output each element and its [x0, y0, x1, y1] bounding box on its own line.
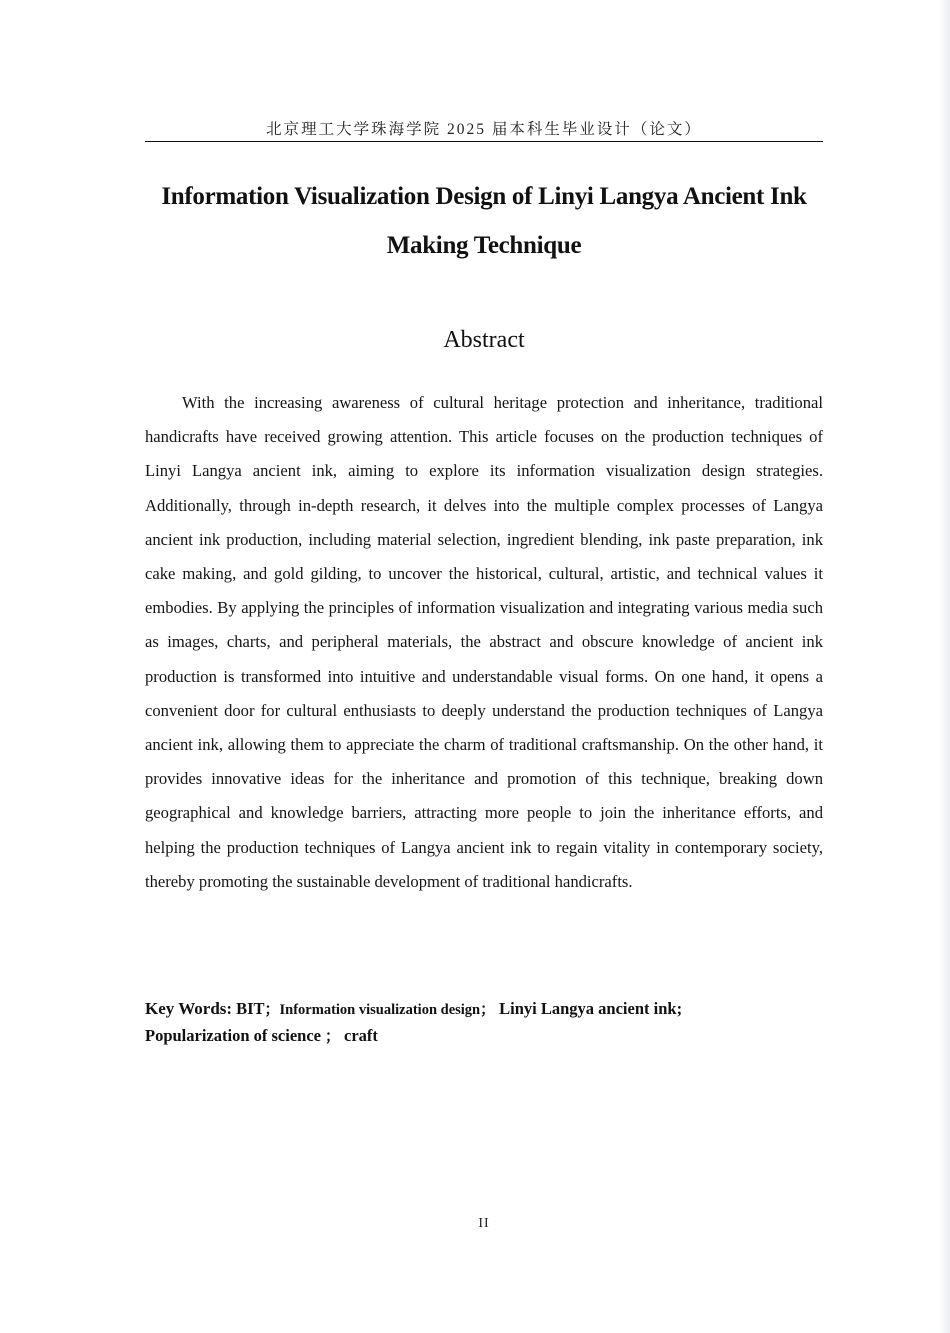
running-header: 北京理工大学珠海学院 2025 届本科生毕业设计（论文）: [266, 121, 702, 138]
keyword-item: Linyi Langya ancient ink;: [499, 999, 683, 1018]
keywords: [145, 996, 835, 1050]
keyword-separator: ；: [264, 1002, 280, 1018]
keywords-label: Key Words:: [145, 999, 233, 1018]
page-edge-shadow: [938, 0, 950, 1333]
keyword-item: Popularization of science: [145, 1026, 321, 1045]
header-rule: [145, 141, 823, 142]
abstract-heading: Abstract: [443, 327, 525, 353]
paper-title: Information Visualization Design of Linyi Langya Ancient Ink Making Technique: [161, 183, 807, 259]
keyword-separator: ；: [480, 1002, 496, 1018]
page-number: II: [478, 1216, 490, 1231]
keyword-item: craft: [344, 1026, 378, 1045]
keyword-item: BIT: [236, 999, 265, 1018]
keyword-item: Information visualization design: [279, 1002, 481, 1018]
keyword-separator: ；: [324, 1029, 340, 1045]
abstract-body: With the increasing awareness of cultural heritage protection and inheritance, traditional handicrafts have received growing attention. This article focuses on the production techniques of Linyi Langya ancient ink, aiming to explore its information visualization design strategies. Additionally, through in-depth research, it delves into the multiple complex processes of Langya ancient ink production, including material selection, ingredient blending, ink paste preparation, ink cake making, and gold gilding, to uncover the historical, cultural, artistic, and technical values it embodies. By applying the principles of information visualization and integrating various media such as images, charts, and peripheral materials, the abstract and obscure knowledge of ancient ink production is transformed into intuitive and understandable visual forms. On one hand, it opens a convenient door for cultural enthusiasts to deeply understand the production techniques of Langya ancient ink, allowing them to appreciate the charm of traditional craftsmanship. On the other hand, it provides innovative ideas for the inheritance and promotion of this technique, breaking down geographical and knowledge barriers, attracting more people to join the inheritance efforts, and helping the production techniques of Langya ancient ink to regain vitality in contemporary society, thereby promoting the sustainable development of traditional handicrafts.: [145, 393, 823, 891]
